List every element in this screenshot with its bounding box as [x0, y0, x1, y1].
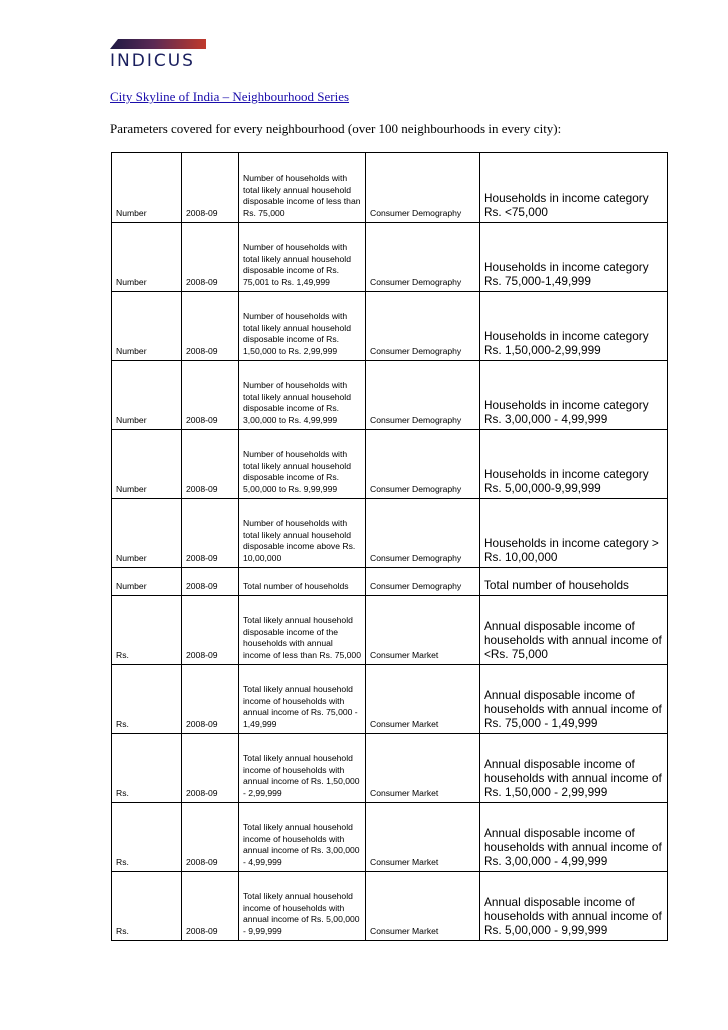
series-title-link[interactable]: City Skyline of India – Neighbourhood Series: [110, 89, 350, 104]
definition-cell: Number of households with total likely annual household disposable income of less than Rs. 75,000: [239, 153, 366, 223]
parameters-table-body: [112, 153, 668, 941]
table-row: [112, 734, 668, 803]
unit-cell: Number: [112, 153, 182, 223]
definition-cell: Total number of households: [239, 568, 366, 596]
description-cell: Households in income category Rs. 3,00,000 - 4,99,999: [480, 361, 668, 430]
table-row: [112, 361, 668, 430]
unit-cell: Number: [112, 361, 182, 430]
category-cell: Consumer Market: [366, 596, 480, 665]
category-cell: Consumer Market: [366, 803, 480, 872]
category-cell: Consumer Market: [366, 734, 480, 803]
description-cell: Annual disposable income of households with annual income of Rs. 1,50,000 - 2,99,999: [480, 734, 668, 803]
category-cell: Consumer Demography: [366, 223, 480, 292]
logo-wordmark: INDICUS: [110, 51, 195, 71]
definition-cell: Number of households with total likely annual household disposable income of Rs. 1,50,000 to Rs. 2,99,999: [239, 292, 366, 361]
definition-cell: Total likely annual household income of households with annual income of Rs. 1,50,000 - 2,99,999: [239, 734, 366, 803]
description-cell: Annual disposable income of households with annual income of <Rs. 75,000: [480, 596, 668, 665]
intro-text: Parameters covered for every neighbourhood (over 100 neighbourhoods in every city):: [110, 121, 562, 136]
parameters-table: [111, 152, 668, 941]
unit-cell: Number: [112, 499, 182, 568]
year-cell: 2008-09: [182, 872, 239, 941]
description-cell: Annual disposable income of households with annual income of Rs. 3,00,000 - 4,99,999: [480, 803, 668, 872]
description-cell: Households in income category Rs. <75,000: [480, 153, 668, 223]
year-cell: 2008-09: [182, 361, 239, 430]
description-cell: Households in income category Rs. 75,000-1,49,999: [480, 223, 668, 292]
category-cell: Consumer Market: [366, 665, 480, 734]
description-cell: Households in income category Rs. 1,50,000-2,99,999: [480, 292, 668, 361]
category-cell: Consumer Demography: [366, 568, 480, 596]
definition-cell: Number of households with total likely annual household disposable income of Rs. 3,00,000 to Rs. 4,99,999: [239, 361, 366, 430]
table-row: [112, 665, 668, 734]
unit-cell: Number: [112, 292, 182, 361]
description-cell: Households in income category Rs. 5,00,000-9,99,999: [480, 430, 668, 499]
unit-cell: Rs.: [112, 596, 182, 665]
table-row: [112, 596, 668, 665]
year-cell: 2008-09: [182, 223, 239, 292]
description-cell: Households in income category > Rs. 10,00,000: [480, 499, 668, 568]
year-cell: 2008-09: [182, 153, 239, 223]
year-cell: 2008-09: [182, 803, 239, 872]
description-cell: Annual disposable income of households with annual income of Rs. 5,00,000 - 9,99,999: [480, 872, 668, 941]
category-cell: Consumer Demography: [366, 292, 480, 361]
description-cell: Annual disposable income of households with annual income of Rs. 75,000 - 1,49,999: [480, 665, 668, 734]
year-cell: 2008-09: [182, 734, 239, 803]
table-row: [112, 872, 668, 941]
definition-cell: Total likely annual household income of households with annual income of Rs. 5,00,000 - 9,99,999: [239, 872, 366, 941]
table-row: [112, 803, 668, 872]
year-cell: 2008-09: [182, 568, 239, 596]
table-row: [112, 568, 668, 596]
year-cell: 2008-09: [182, 596, 239, 665]
table-row: [112, 430, 668, 499]
category-cell: Consumer Demography: [366, 361, 480, 430]
indicus-logo: [110, 39, 210, 73]
category-cell: Consumer Demography: [366, 153, 480, 223]
category-cell: Consumer Demography: [366, 430, 480, 499]
definition-cell: Number of households with total likely annual household disposable income of Rs. 75,001 to Rs. 1,49,999: [239, 223, 366, 292]
description-cell: Total number of households: [480, 568, 668, 596]
definition-cell: Number of households with total likely annual household disposable income of Rs. 5,00,000 to Rs. 9,99,999: [239, 430, 366, 499]
table-row: [112, 499, 668, 568]
category-cell: Consumer Demography: [366, 499, 480, 568]
logo-bar-graphic: [110, 39, 206, 49]
definition-cell: Number of households with total likely annual household disposable income above Rs. 10,00,000: [239, 499, 366, 568]
definition-cell: Total likely annual household income of households with annual income of Rs. 3,00,000 - 4,99,999: [239, 803, 366, 872]
year-cell: 2008-09: [182, 430, 239, 499]
unit-cell: Rs.: [112, 665, 182, 734]
unit-cell: Number: [112, 430, 182, 499]
year-cell: 2008-09: [182, 499, 239, 568]
table-row: [112, 223, 668, 292]
unit-cell: Number: [112, 568, 182, 596]
table-row: [112, 292, 668, 361]
definition-cell: Total likely annual household income of households with annual income of Rs. 75,000 - 1,49,999: [239, 665, 366, 734]
unit-cell: Number: [112, 223, 182, 292]
table-row: [112, 153, 668, 223]
unit-cell: Rs.: [112, 803, 182, 872]
year-cell: 2008-09: [182, 665, 239, 734]
category-cell: Consumer Market: [366, 872, 480, 941]
unit-cell: Rs.: [112, 734, 182, 803]
year-cell: 2008-09: [182, 292, 239, 361]
unit-cell: Rs.: [112, 872, 182, 941]
definition-cell: Total likely annual household disposable income of the households with annual income of less than Rs. 75,000: [239, 596, 366, 665]
